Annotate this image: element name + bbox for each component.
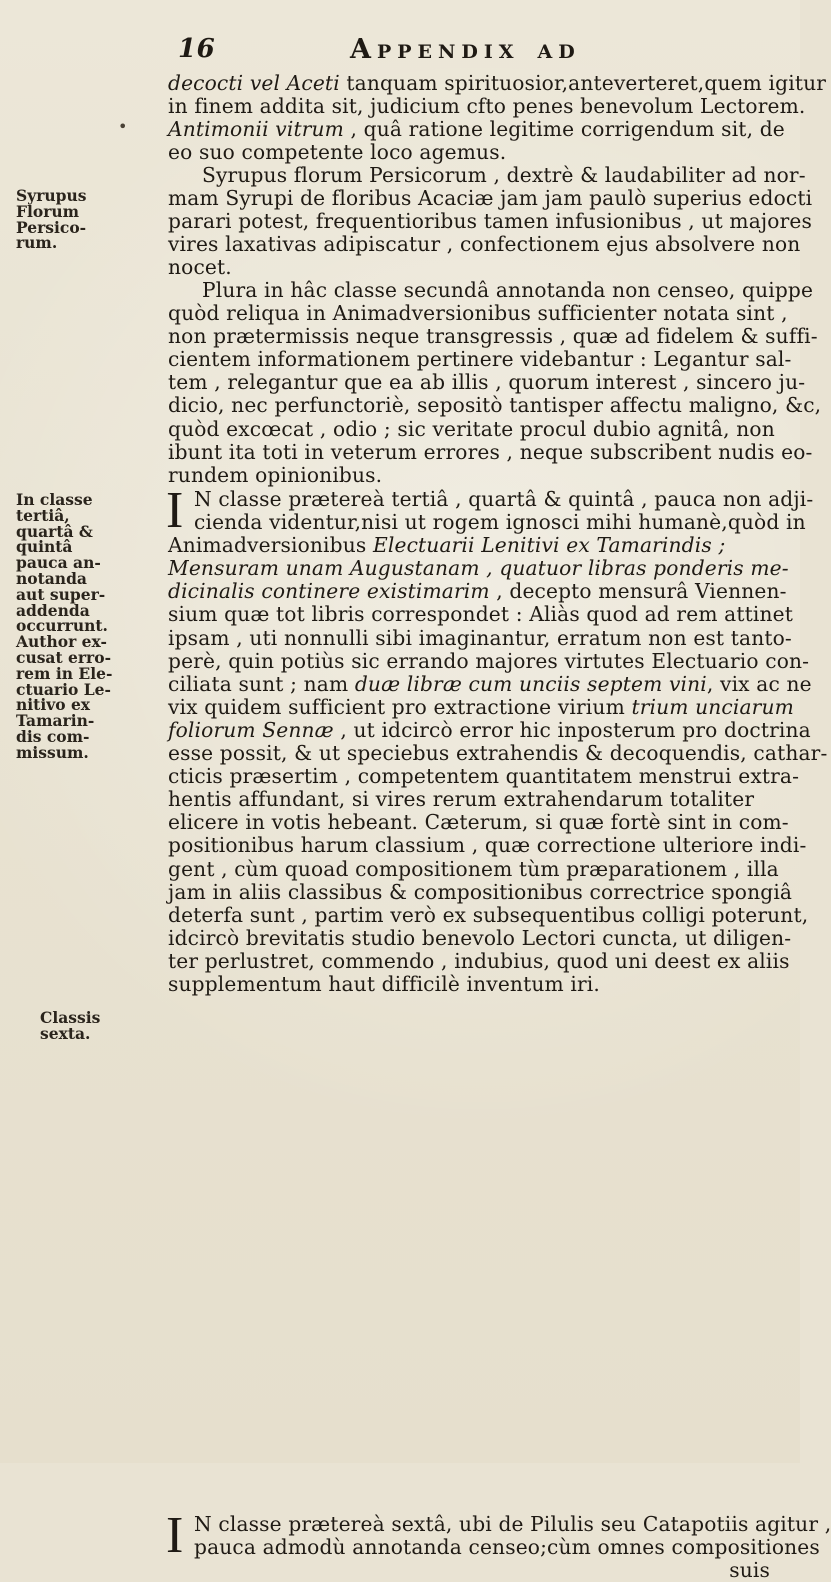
catchword: suis xyxy=(729,1558,770,1582)
paragraph-classe-sexta xyxy=(166,1507,831,1582)
text-line: esse possit, & ut speciebus extrahendis & decoquendis, cathar- xyxy=(168,741,828,766)
page-header xyxy=(178,34,698,68)
italic-phrase: Electuarii Lenitivi ex Tamarindis ; xyxy=(372,533,726,558)
text-line: ibunt ita toti in veterum errores , neque subscribent nudis eo- xyxy=(168,439,813,464)
margin-note-line: addenda xyxy=(16,600,90,620)
margin-note-line: cusat erro- xyxy=(16,647,111,667)
text-line: quòd reliqua in Animadversionibus sufficienter notata sint , xyxy=(168,301,788,326)
margin-note-syrupus xyxy=(16,188,86,251)
margin-note-line: missum. xyxy=(16,742,89,762)
text-line: parari potest, frequentioribus tamen infusionibus , ut majores xyxy=(168,209,813,234)
text-span: Animadversionibus xyxy=(168,533,373,558)
margin-note-line: occurrunt. xyxy=(16,616,108,636)
text-line: gent , cùm quoad compositionem tùm præparationem , illa xyxy=(168,856,779,881)
text-line: mam Syrupi de floribus Acaciæ jam jam paulò superius edocti xyxy=(168,186,813,211)
running-title-word: Appendix xyxy=(350,34,520,65)
text-span: , vix ac ne xyxy=(706,671,812,696)
text-line: pauca admodù annotanda censeo;cùm omnes compositiones xyxy=(194,1535,820,1560)
text-line: cienda videntur,nisi ut rogem ignosci mihi humanè,quòd in xyxy=(194,510,806,535)
text-line: cientem informationem pertinere videbantur : Legantur sal- xyxy=(168,347,792,372)
text-line: hentis affundant, si vires rerum extrahendarum totaliter xyxy=(168,787,755,812)
text-line: Plura in hâc classe secundâ annotanda non censeo, quippe xyxy=(202,278,814,302)
margin-mark: • xyxy=(118,117,128,136)
margin-note-classe-sexta xyxy=(40,1010,100,1042)
italic-phrase: trium unciarum xyxy=(631,694,794,719)
paragraph-plura xyxy=(168,278,822,487)
text-line xyxy=(168,118,798,141)
page-number: 16 xyxy=(178,34,216,64)
margin-note-line: Author ex- xyxy=(16,632,107,652)
italic-phrase: dicinalis continere existimarim xyxy=(168,579,490,604)
paragraph-syrupus xyxy=(168,163,813,280)
text-line: non prætermissis neque transgressis , quæ ad fidelem & suffi- xyxy=(168,324,818,349)
text-line: elicere in votis hebeant. Cæterum, si quæ fortè sint in com- xyxy=(168,810,789,835)
text-line xyxy=(168,71,827,95)
margin-note-line: Syrupus xyxy=(16,186,87,205)
text-line xyxy=(168,717,811,742)
text-line: vires laxativas adipiscatur , confectionem ejus absolvere non xyxy=(168,232,801,257)
margin-note-classe-tertia xyxy=(16,492,112,761)
text-line: tem , relegantur que ea ab illis , quorum interest , sincero ju- xyxy=(168,370,806,395)
text-line: idcircò brevitatis studio benevolo Lectori cuncta, ut diligen- xyxy=(168,925,792,950)
margin-note-line: rum. xyxy=(16,233,58,253)
margin-note-line: nitivo ex xyxy=(16,695,91,715)
margin-note-line: aut super- xyxy=(16,584,106,604)
margin-note-line: Florum xyxy=(16,201,80,221)
text-line: perè, quin potiùs sic errando majores virtutes Electuario con- xyxy=(168,648,810,673)
text-line: supplementum haut difficilè inventum iri. xyxy=(168,971,600,996)
margin-note-line: Persico- xyxy=(16,217,87,237)
italic-phrase: foliorum Sennæ xyxy=(168,717,334,742)
text-line: deterfa sunt , partim verò ex subsequentibus colligi poterunt, xyxy=(168,902,809,927)
margin-note-line: sexta. xyxy=(40,1023,91,1043)
text-line: eo suo competente loco agemus. xyxy=(168,140,507,165)
margin-note-line: tertiâ, xyxy=(16,505,70,525)
text-span: , ut idcircò error hic inposterum pro doctrina xyxy=(333,717,811,742)
italic-phrase: decocti vel Aceti xyxy=(168,71,340,95)
margin-note-line: ctuario Le- xyxy=(16,679,111,699)
paragraph-classe-tertia xyxy=(166,482,828,996)
text-line: rundem opinionibus. xyxy=(168,462,383,487)
text-span: , quâ ratione legitime corrigendum sit, de xyxy=(343,117,785,142)
text-line xyxy=(168,580,798,603)
text-span: tanquam spirituosior,anteverteret,quem igitur xyxy=(339,71,827,95)
running-title-word: ad xyxy=(537,34,581,65)
text-line: jam in aliis classibus & compositionibus correctrice spongiâ xyxy=(168,879,793,904)
text-line: dicio, nec perfunctoriè, sepositò tantisper affectu maligno, &c, xyxy=(168,393,822,418)
italic-phrase: duæ libræ cum unciis septem vini xyxy=(354,671,707,696)
margin-note-line: rem in Ele- xyxy=(16,663,113,683)
italic-phrase: Antimonii vitrum xyxy=(168,117,344,142)
text-line: cticis præsertim , competentem quantitatem menstrui extra- xyxy=(168,764,800,789)
text-line: N classe prætereà tertiâ , quartâ & quintâ , pauca non adji- xyxy=(194,487,814,511)
drop-cap: I xyxy=(166,482,184,539)
margin-note-line: Tamarin- xyxy=(16,711,95,731)
text-line: Syrupus florum Persicorum , dextrè & laudabiliter ad nor- xyxy=(202,163,806,187)
text-line xyxy=(168,671,812,696)
margin-note-line: quintâ xyxy=(16,537,73,557)
text-line: N classe prætereà sextâ, ubi de Pilulis seu Catapotiis agitur , xyxy=(194,1512,831,1537)
text-line: nocet. xyxy=(168,255,232,280)
text-line xyxy=(168,534,798,557)
margin-note-line: quartâ & xyxy=(16,521,93,541)
margin-note-line: notanda xyxy=(16,568,87,588)
margin-note-line: In classe xyxy=(16,490,93,509)
text-span: ciliata sunt ; nam xyxy=(168,671,355,696)
margin-note-line: dis com- xyxy=(16,726,90,746)
text-line: ter perlustret, commendo , indubius, quod uni deest ex aliis xyxy=(168,948,790,973)
margin-note-line: pauca an- xyxy=(16,553,101,573)
text-line: quòd excœcat , odio ; sic veritate procul dubio agnitâ, non xyxy=(168,416,775,441)
text-line: ipsam , uti nonnulli sibi imaginantur, erratum non est tanto- xyxy=(168,625,792,650)
text-line: in finem addita sit, judicium cfto penes benevolum Lectorem. xyxy=(168,94,806,119)
text-line: Mensuram unam Augustanam , quatuor libras ponderis me- xyxy=(168,556,789,581)
paragraph-top xyxy=(168,71,827,165)
drop-cap: I xyxy=(166,1507,184,1565)
running-title xyxy=(350,34,581,65)
text-span: vix quidem sufficient pro extractione virium xyxy=(168,694,632,719)
text-line xyxy=(168,696,798,719)
text-span: , decepto mensurâ Viennen- xyxy=(489,579,787,604)
margin-note-line: Classis xyxy=(40,1008,101,1027)
text-line: sium quæ tot libris correspondet : Aliàs quod ad rem attinet xyxy=(168,602,794,627)
text-line: positionibus harum classium , quæ correctione ulteriore indi- xyxy=(168,833,807,858)
